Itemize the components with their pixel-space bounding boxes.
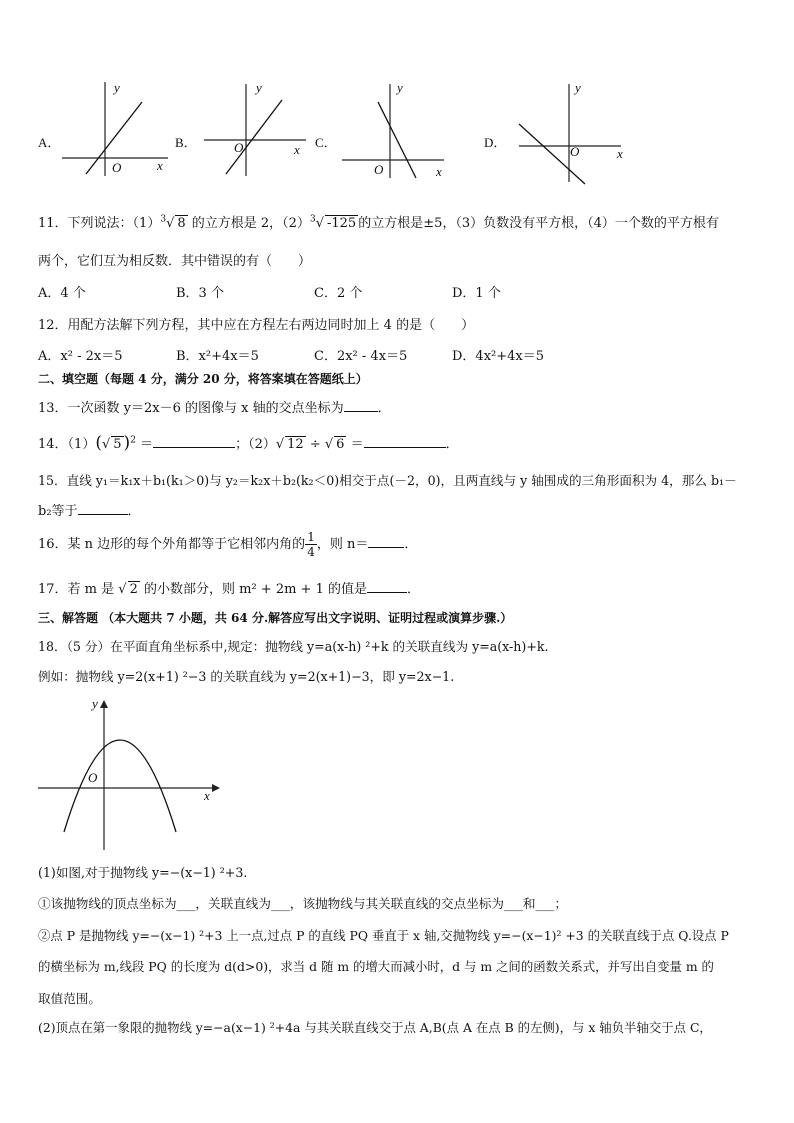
- q11-root2-radicand: -125: [326, 216, 357, 231]
- graph-d-x-label: x: [617, 146, 623, 161]
- q14-div: ÷: [305, 437, 325, 452]
- q15-line2: [38, 500, 141, 519]
- q14-prefix: 14．（1）: [38, 437, 96, 452]
- q15-line2-text: b₂等于: [38, 504, 78, 519]
- q13-end: ．: [377, 401, 391, 416]
- option-a-label: A．: [38, 135, 61, 150]
- q17-end: ．: [406, 582, 420, 597]
- graph-d: [515, 78, 635, 188]
- q18-p6: (2)顶点在第一象限的抛物线 y=−a(x−1) ²+4a 与其关联直线交于点 A,B(点 A 在点 B 的左侧)，与 x 轴负半轴交于点 C，: [38, 1020, 712, 1035]
- q18-p2: ①该抛物线的顶点坐标为___，关联直线为___，该抛物线与其关联直线的交点坐标为___和___；: [38, 896, 567, 911]
- graph-a-y-label: y: [114, 80, 120, 95]
- q16-mid: ，则 n＝: [316, 537, 369, 552]
- q16-end: ．: [404, 537, 418, 552]
- parabola-y-label: y: [92, 696, 98, 711]
- q17-prefix: 17．若 m 是: [38, 582, 119, 597]
- graph-c-x-label: x: [436, 164, 442, 179]
- parabola-y-arrow-icon: [100, 700, 108, 708]
- q11-root1-radicand: 8: [177, 216, 186, 231]
- option-d-label: D．: [484, 135, 507, 150]
- q11-line1: 11．下列说法：$(1)^3√$ 8 的立方根是 2，$(2)^3√$ -125 的立方根是±5，（3）负数没有平方根，（4）一个数的平方根有: [38, 214, 719, 231]
- graph-c-y-label: y: [397, 80, 403, 95]
- q11-option-b: B．3 个: [176, 286, 224, 301]
- option-c-label: C．: [315, 135, 337, 150]
- q14-line: 14．（1）(√ 5 )$^2$ ＝ ；（2）√ 12 ÷ √ 6 ＝ ．: [38, 433, 459, 453]
- q17-line: 17．若 m 是 √ 2 的小数部分，则 m² + 2m + 1 的值是 ．: [38, 582, 420, 597]
- parabola-figure: [36, 696, 226, 856]
- q14-rad2: 12: [287, 437, 304, 452]
- q11-prefix: 11．下列说法：（1）: [38, 216, 161, 231]
- graph-d-y-label: y: [575, 80, 581, 95]
- q14-rad3: 6: [336, 437, 345, 452]
- q14-exp: 2: [130, 435, 136, 446]
- q11-root2-index: 3: [309, 214, 316, 225]
- q11-mid2: 的立方根是±5，（3）负数没有平方根，（4）一个数的平方根有: [358, 216, 719, 231]
- graph-b: [200, 78, 310, 178]
- q14-blank1[interactable]: [153, 447, 235, 448]
- q11-line2: 两个，它们互为相反数．其中错误的有（ ）: [38, 254, 312, 269]
- parabola-x-arrow-icon: [212, 784, 220, 792]
- q12-option-a: A．x² - 2x＝5: [38, 349, 123, 364]
- q17-blank[interactable]: [367, 592, 407, 593]
- q18-p1: (1)如图,对于抛物线 y=−(x−1) ²+3.: [38, 865, 248, 880]
- q14-end: ．: [445, 437, 459, 452]
- section3-heading: 三、解答题 （本大题共 7 小题，共 64 分.解答应写出文字说明、证明过程或演算步骤.）: [38, 611, 513, 625]
- q17-rad: 2: [129, 582, 138, 597]
- graph-c-line: [378, 102, 416, 178]
- q13-blank[interactable]: [344, 411, 378, 412]
- q15-end: ．: [127, 504, 141, 519]
- q16-prefix: 16．某 n 边形的每个外角都等于它相邻内角的: [38, 537, 306, 552]
- q18-line1: 18．（5 分）在平面直角坐标系中,规定：抛物线 y=a(x-h) ²+k 的关联直线为 y=a(x-h)+k.: [38, 639, 549, 654]
- q12-option-c: C．2x² - 4x＝5: [314, 349, 408, 364]
- graph-b-y-label: y: [256, 80, 262, 95]
- q17-mid: 的小数部分，则 m² + 2m + 1 的值是: [139, 582, 367, 597]
- q11-mid1: 的立方根是 2，（2）: [187, 216, 310, 231]
- q11-root1-index: 3: [160, 214, 167, 225]
- option-b-label: B．: [175, 135, 197, 150]
- graph-a: [60, 78, 170, 178]
- graph-c: [340, 78, 450, 178]
- q18-line2: 例如：抛物线 y=2(x+1) ²−3 的关联直线为 y=2(x+1)−3，即 y=2x−1.: [38, 669, 455, 684]
- q11-option-c: C．2 个: [314, 286, 363, 301]
- q11-option-d: D．1 个: [452, 286, 501, 301]
- graph-a-x-label: x: [157, 158, 163, 173]
- q15-blank[interactable]: [78, 514, 128, 515]
- parabola-origin: O: [88, 770, 98, 785]
- graph-c-origin: O: [374, 162, 384, 177]
- q16-fraction: [305, 530, 317, 559]
- graph-b-origin: O: [234, 140, 244, 155]
- q13-text: 13．一次函数 y＝2x－6 的图像与 x 轴的交点坐标为: [38, 401, 344, 416]
- q14-eq2: ＝: [346, 437, 364, 452]
- q16-denominator: 4: [307, 545, 315, 559]
- parabola-x-label: x: [204, 788, 210, 803]
- q16-numerator: 1: [307, 530, 315, 544]
- q14-sep: ；（2）: [235, 437, 276, 452]
- q12-option-b: B．x²+4x＝5: [176, 349, 259, 364]
- graph-d-origin: O: [570, 144, 580, 159]
- q12-stem: 12．用配方法解下列方程，其中应在方程左右两边同时加上 4 的是（ ）: [38, 318, 475, 333]
- q14-blank2[interactable]: [364, 447, 446, 448]
- q18-p5: 取值范围。: [38, 991, 101, 1006]
- q11-option-a: A．4 个: [38, 286, 86, 301]
- q18-p3: ②点 P 是抛物线 y=−(x−1) ²+3 上一点,过点 P 的直线 PQ 垂直于 x 轴,交抛物线 y=−(x−1)² +3 的关联直线于点 Q.设点 P: [38, 928, 729, 943]
- graph-a-origin: O: [112, 160, 122, 175]
- q16-blank[interactable]: [368, 547, 404, 548]
- q14-eq1: ＝: [135, 437, 154, 452]
- q18-p4: 的横坐标为 m,线段 PQ 的长度为 d(d>0)，求当 d 随 m 的增大而减小时，d 与 m 之间的函数关系式，并写出自变量 m 的: [38, 959, 714, 974]
- q13-line: [38, 397, 391, 416]
- q14-rad1: 5: [113, 437, 122, 452]
- q15-line1: 15．直线 y₁＝k₁x＋b₁(k₁＞0)与 y₂＝k₂x＋b₂(k₂＜0)相交于点(－2，0)，且两直线与 y 轴围成的三角形面积为 4，那么 b₁－: [38, 473, 737, 488]
- q12-option-d: D．4x²+4x＝5: [452, 349, 545, 364]
- q16-line: [38, 530, 417, 559]
- section2-heading: 二、填空题（每题 4 分，满分 20 分，将答案填在答题纸上）: [38, 372, 368, 386]
- graph-b-x-label: x: [294, 142, 300, 157]
- parabola-curve: [64, 740, 176, 832]
- graph-b-line: [226, 100, 282, 174]
